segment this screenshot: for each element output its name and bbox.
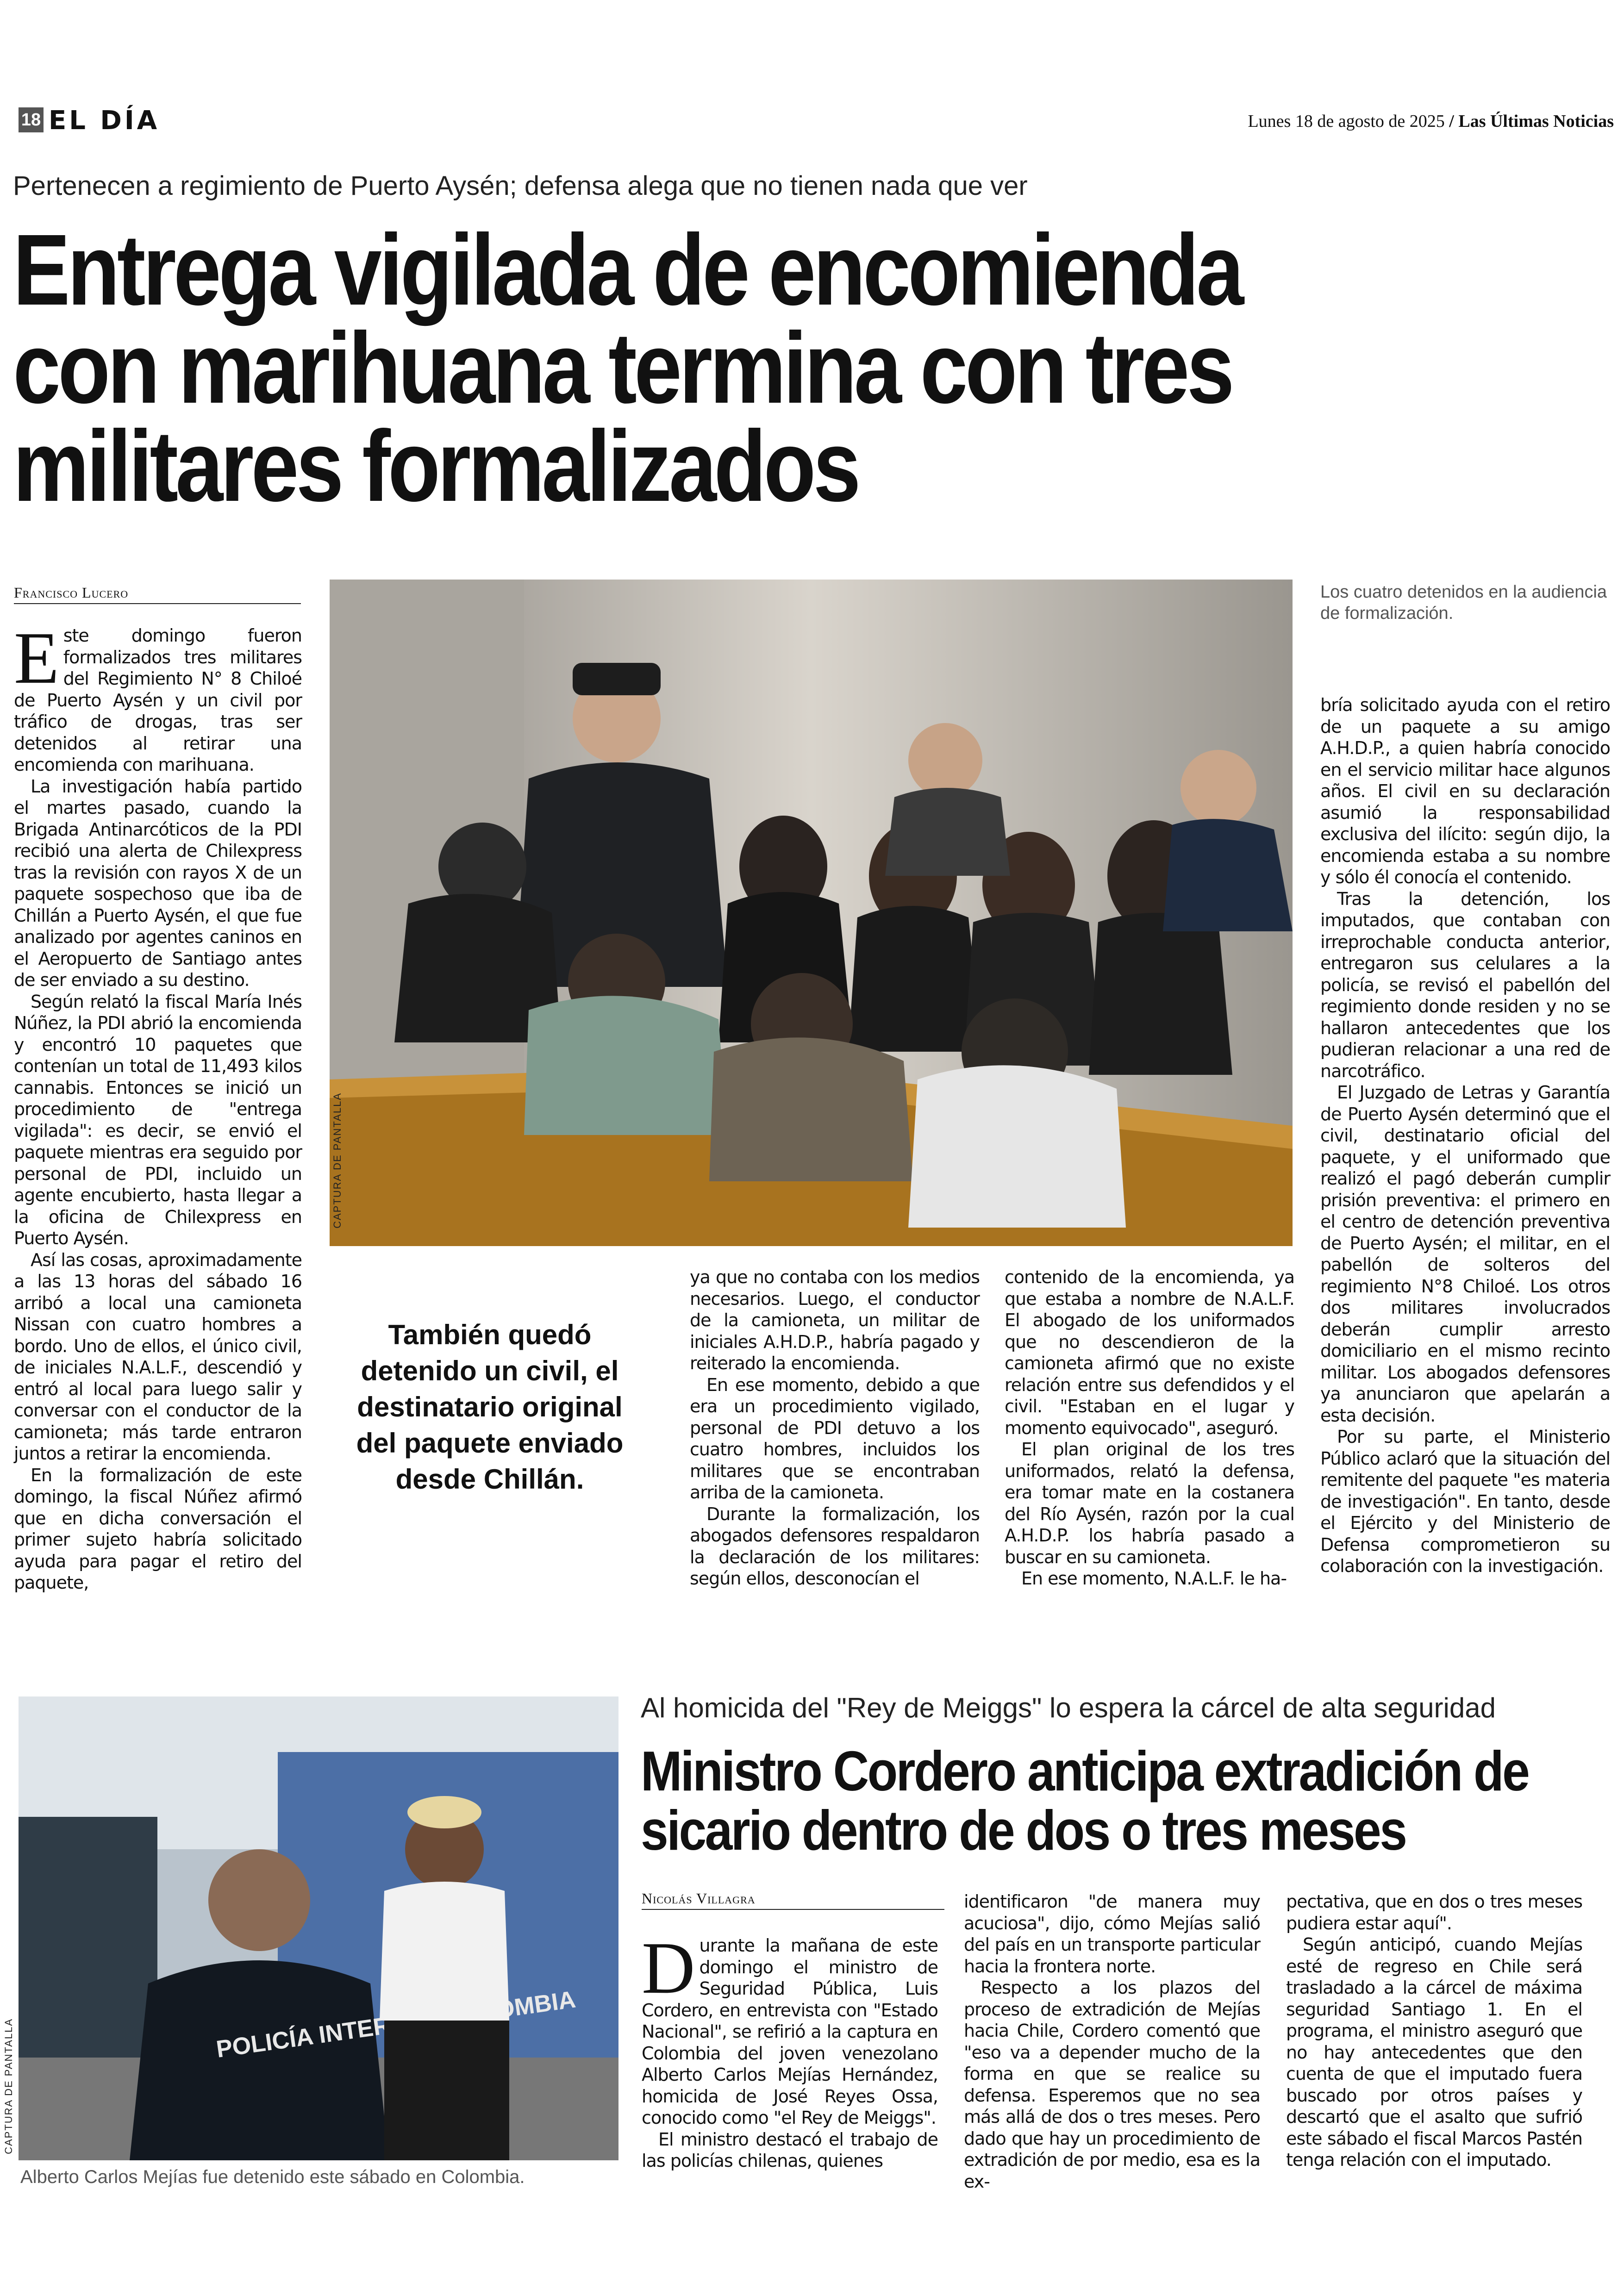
arrest-photo-illustration <box>19 1696 618 2160</box>
paragraph: Según anticipó, cuando Mejías esté de regreso en Chile será trasladado a la cárcel de máxima seguridad Santiago 1. En el programa, el ministro aseguró que no hay antecedentes que den cuenta de que el imputado fuera buscado por otros países y descartó que el asalto que sufrió este sábado el fiscal Marcos Pastén tenga relación con el imputado. <box>1286 1934 1582 2170</box>
article2-column-1 <box>642 1927 938 2172</box>
paragraph: identificaron "de manera muy acuciosa", dijo, cómo Mejías salió del país en un transporte particular hacia la frontera norte. <box>964 1891 1260 1977</box>
paragraph: En ese momento, debido a que era un procedimiento vigilado, personal de PDI detuvo a los cuatro hombres, incluidos los militares que se encontraban arriba de la camioneta. <box>690 1374 980 1503</box>
vest-lettering: POLICÍA INTERPOL COLOMBIA <box>214 1986 577 2063</box>
article2-photo-caption: Alberto Carlos Mejías fue detenido este sábado en Colombia. <box>20 2167 525 2187</box>
paragraph: pectativa, que en dos o tres meses pudiera estar aquí". <box>1286 1891 1582 1933</box>
paragraph: bría solicitado ayuda con el retiro de un paquete a su amigo A.H.D.P., a quien habría conocido en el servicio militar hace algunos años. El civil en su declaración asumió la responsabilidad exclusiva del ilícito: según dijo, la encomienda estaba a su nombre y sólo él conocía el contenido. <box>1320 695 1610 887</box>
article1-photo-caption: Los cuatro detenidos en la audiencia de formalización. <box>1320 582 1607 623</box>
article2-kicker: Al homicida del "Rey de Meiggs" lo espera la cárcel de alta seguridad <box>641 1692 1496 1723</box>
article1-kicker: Pertenecen a regimiento de Puerto Aysén; defensa alega que no tienen nada que ver <box>13 171 1028 201</box>
article1-pull-quote: También quedó detenido un civil, el destinatario original del paquete enviado desde Chillán. <box>356 1319 624 1495</box>
article1-column-3 <box>690 1266 980 1590</box>
article1-photo-credit: CAPTURA DE PANTALLA <box>331 1092 343 1229</box>
article1-photo <box>330 580 1293 1246</box>
paragraph: Durante la formalización, los abogados defensores respaldaron la declaración de los militares: según ellos, desconocían el <box>690 1503 980 1589</box>
drop-cap: D <box>642 1927 695 2009</box>
publication-name: Las Últimas Noticias <box>1458 112 1614 131</box>
article2-photo <box>19 1696 618 2160</box>
issue-date: Lunes 18 de agosto de 2025 <box>1248 112 1445 131</box>
paragraph: El Juzgado de Letras y Garantía de Puerto Aysén determinó que el civil, destinatario oficial del paquete, y el uniformado que realizó el pagó deberán cumplir prisión preventiva: el primero en el centro de detención preventiva de Puerto Aysén; el militar, en el pabellón de solteros del regimiento N°8 Chiloé. Los otros dos militares involucrados deberán cumplir arresto domiciliario en el mismo recinto militar. Los abogados defensores ya anunciaron que apelarán a esta decisión. <box>1320 1082 1610 1426</box>
paragraph: Por su parte, el Ministerio Público aclaró que la situación del remitente del paquete "es materia de investigación". En tanto, desde el Ejército y del Ministerio de Defensa comprometieron su colaboración con la investigación. <box>1320 1427 1610 1576</box>
article2-photo-credit: CAPTURA DE PANTALLA <box>3 2018 14 2154</box>
article1-headline: Entrega vigilada de encomienda con marihuana termina con tres militares formalizados <box>13 214 1242 523</box>
paragraph: Respecto a los plazos del proceso de extradición de Mejías hacia Chile, Cordero comentó que "eso va a depender mucho de la forma en que se realice su defensa. Esperemos que no sea más allá de dos o tres meses. Pero dado que hay un procedimiento de extradición de por medio, esa es la ex- <box>964 1977 1260 2192</box>
paragraph: Este domingo fueron formalizados tres militares del Regimiento N° 8 Chiloé de Puerto Aysén y un civil por tráfico de drogas, tras ser detenidos al retirar una encomienda con marihuana. <box>14 617 302 775</box>
paragraph: Tras la detención, los imputados, que contaban con irreprochable conducta anterior, entregaron sus celulares a la policía, se revisó el pabellón del regimiento donde residen y no se hallaron antecedentes que los pudieran relacionar a una red de narcotráfico. <box>1320 888 1610 1081</box>
section-title: EL DÍA <box>49 106 160 136</box>
article1-byline: Francisco Lucero <box>14 584 301 604</box>
page-number: 18 <box>19 107 44 132</box>
header-separator: / <box>1449 112 1454 131</box>
drop-cap: E <box>14 617 59 699</box>
article2-column-2 <box>964 1891 1260 2192</box>
paragraph: El ministro destacó el trabajo de las policías chilenas, quienes <box>642 2129 938 2171</box>
paragraph: En la formalización de este domingo, la fiscal Núñez afirmó que en dicha conversación el primer sujeto habría solicitado ayuda para pagar el retiro del paquete, <box>14 1465 302 1593</box>
article1-column-1 <box>14 617 302 1594</box>
paragraph: Así las cosas, aproximadamente a las 13 horas del sábado 16 arribó a local una camioneta Nissan con cuatro hombres a bordo. Uno de ellos, el único civil, de iniciales N.A.L.F., descendió y entró al local para luego salir y conversar con el conductor de la camioneta; más tarde entraron juntos a retirar la encomienda. <box>14 1249 302 1464</box>
paragraph: Según relató la fiscal María Inés Núñez, la PDI abrió la encomienda y encontró 10 paquetes que contenían un total de 11,493 kilos cannabis. Entonces se inició un procedimiento de "entrega vigilada": es decir, se envió el paquete mientras era seguido por personal de PDI, incluido un agente encubierto, hasta llegar a la oficina de Chilexpress en Puerto Aysén. <box>14 991 302 1248</box>
courtroom-photo-illustration <box>330 580 1293 1246</box>
article2-column-3 <box>1286 1891 1582 2171</box>
article2-headline: Ministro Cordero anticipa extradición de sicario dentro de dos o tres meses <box>641 1740 1529 1862</box>
article1-column-5 <box>1320 694 1610 1577</box>
article2-byline: Nicolás Villagra <box>642 1890 944 1910</box>
paragraph: contenido de la encomienda, ya que estaba a nombre de N.A.L.F. El abogado de los uniformados que no descendieron de la camioneta afirmó que no existe relación entre sus defendidos y el civil. "Estaban en el lugar y momento equivocado", aseguró. <box>1005 1267 1294 1438</box>
paragraph: La investigación había partido el martes pasado, cuando la Brigada Antinarcóticos de la PDI recibió una alerta de Chilexpress tras la revisión con rayos X de un paquete sospechoso que iba de Chillán a Puerto Aysén, el que fue analizado por agentes caninos en el Aeropuerto de Santiago antes de ser enviado a su destino. <box>14 776 302 990</box>
paragraph: Durante la mañana de este domingo el ministro de Seguridad Pública, Luis Cordero, en entrevista con "Estado Nacional", se refirió a la captura en Colombia del joven venezolano Alberto Carlos Mejías Hernández, homicida de José Reyes Ossa, conocido como "el Rey de Meiggs". <box>642 1927 938 2128</box>
issue-info <box>1248 111 1614 131</box>
article1-column-4 <box>1005 1266 1294 1590</box>
paragraph: El plan original de los tres uniformados, relató la defensa, era tomar mate en la costanera del Río Aysén, razón por la cual A.H.D.P. los habría pasado a buscar en su camioneta. <box>1005 1439 1294 1567</box>
paragraph: ya que no contaba con los medios necesarios. Luego, el conductor de la camioneta, un militar de iniciales A.H.D.P., habría pagado y reiterado la encomienda. <box>690 1267 980 1373</box>
paragraph: En ese momento, N.A.L.F. le ha- <box>1021 1568 1287 1589</box>
